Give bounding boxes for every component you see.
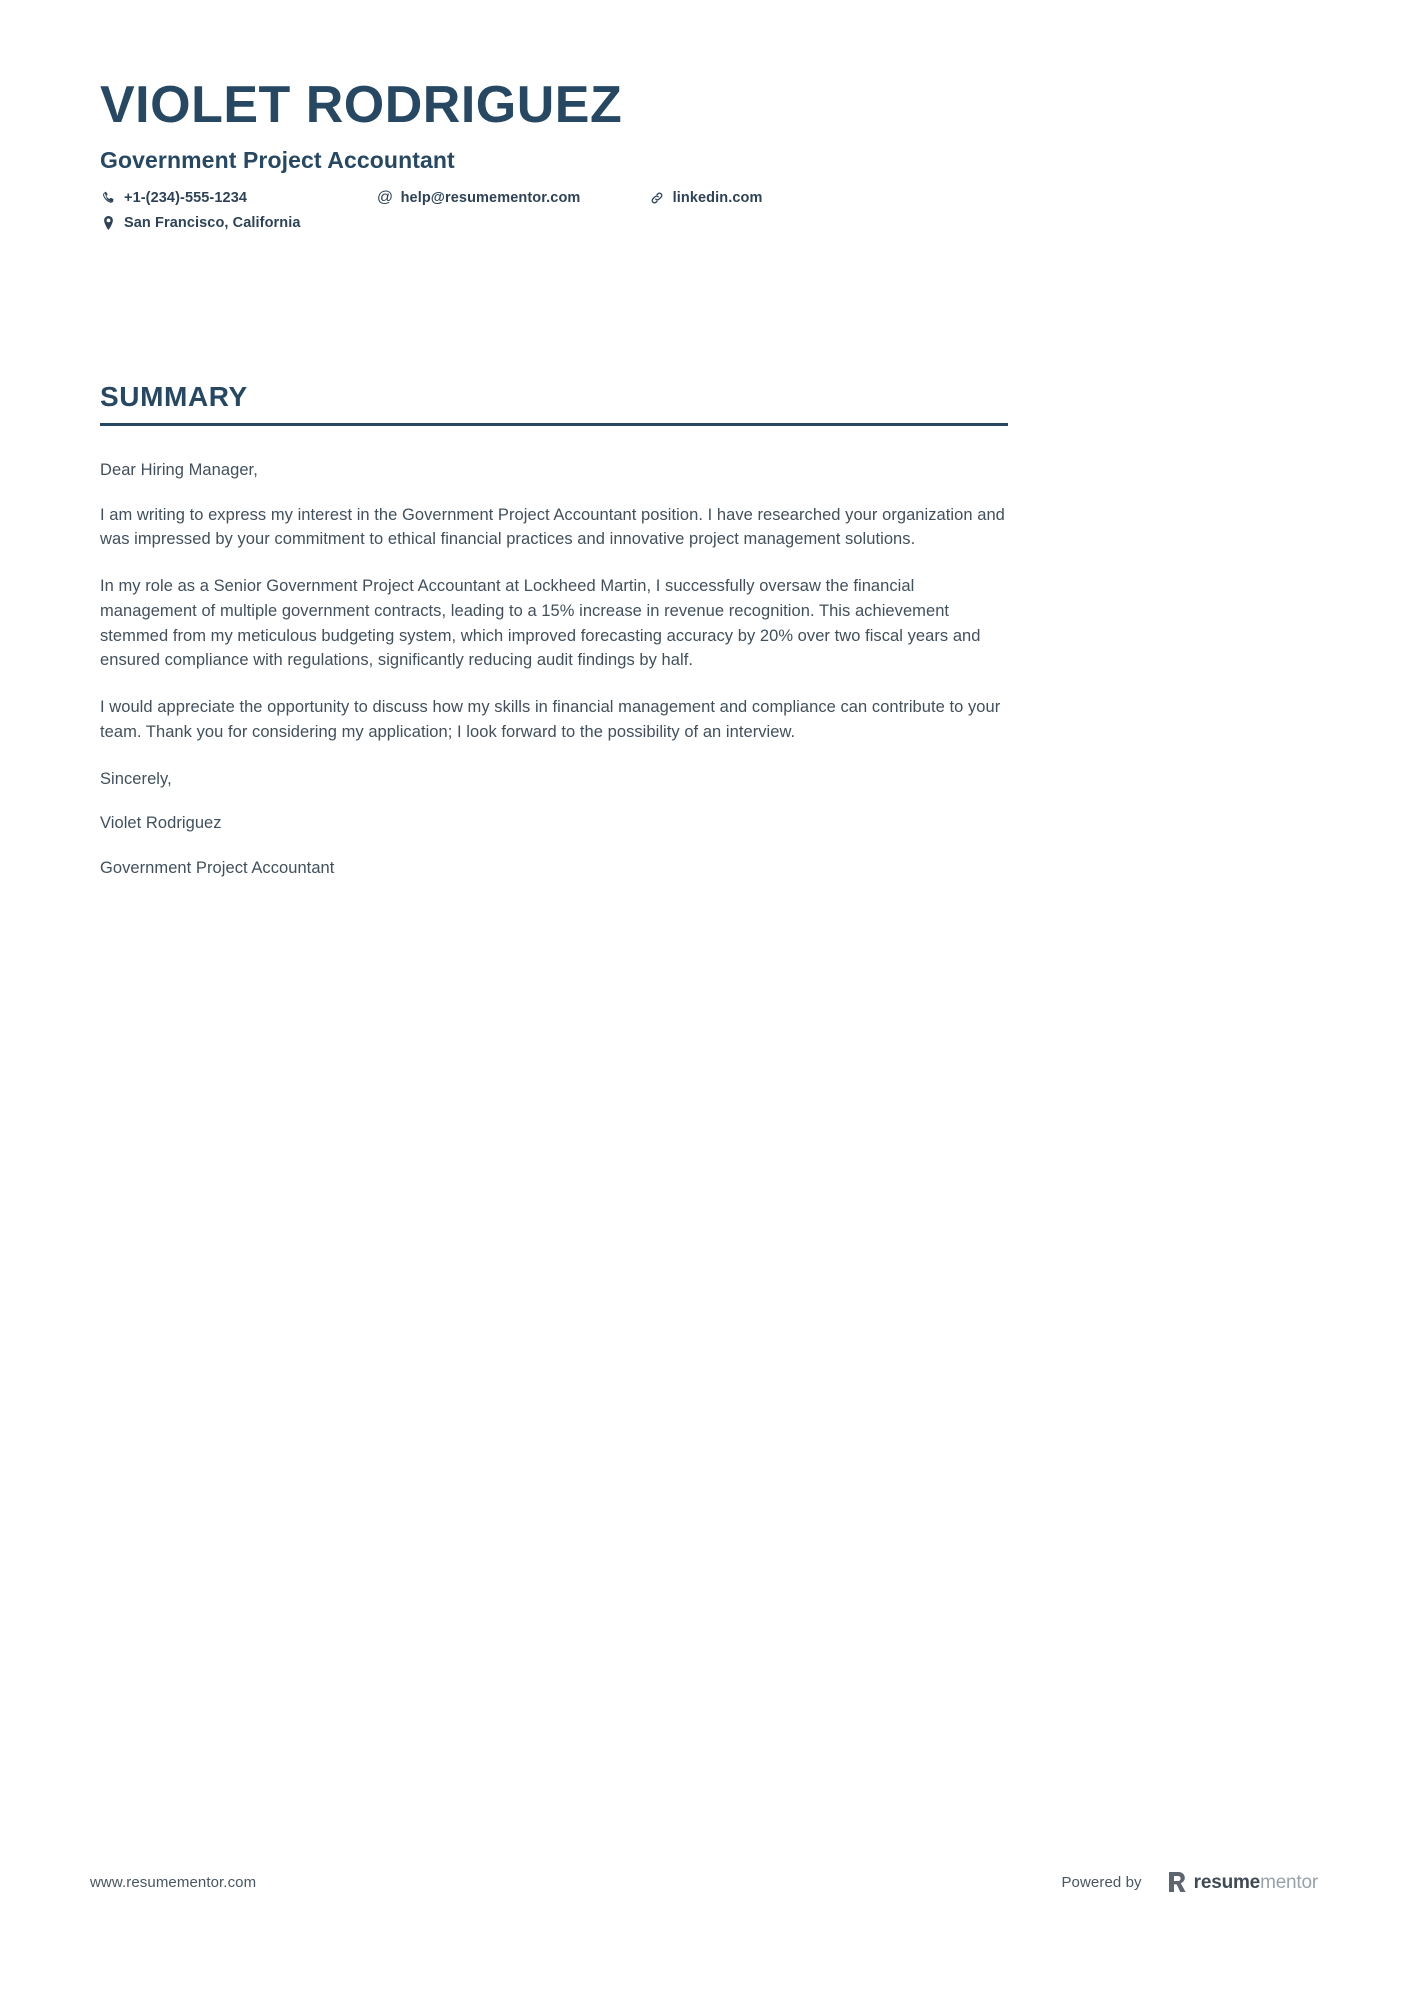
link-icon: [649, 191, 666, 205]
salutation: Dear Hiring Manager,: [100, 460, 258, 479]
contact-details: [100, 190, 830, 231]
resumementor-mark-icon: [1168, 1871, 1187, 1893]
contact-phone[interactable]: [100, 190, 377, 206]
contact-email-label: help@resumementor.com: [400, 189, 581, 206]
section-heading-summary: SUMMARY: [100, 381, 248, 412]
powered-by-label: Powered by: [1061, 1873, 1142, 1891]
paragraph-intro: I am writing to express my interest in the Government Project Accountant position. I have researched your organization and was impressed by your commitment to ethical financial practices and innovative project management solutions.: [100, 505, 1005, 549]
section-divider: [100, 423, 1008, 426]
phone-icon: [100, 191, 117, 204]
at-email-icon: @: [376, 188, 394, 206]
contact-linkedin-label: linkedin.com: [672, 189, 763, 206]
contact-location: [100, 215, 405, 231]
resumementor-logo[interactable]: [1168, 1871, 1318, 1893]
document-footer: [0, 1862, 1410, 1902]
footer-branding: [1061, 1871, 1318, 1893]
paragraph-experience: In my role as a Senior Government Project Accountant at Lockheed Martin, I successfully oversaw the financial management of multiple government contracts, leading to a 15% increase in revenue recognition. This achievement stemmed from my meticulous budgeting system, which improved forecasting accuracy by 20% over two fiscal years and ensured compliance with regulations, significantly reducing audit findings by half.: [100, 577, 981, 670]
contact-linkedin[interactable]: [649, 190, 830, 206]
signature-name: Violet Rodriguez: [100, 814, 222, 833]
job-title: Government Project Accountant: [100, 146, 455, 173]
signature-title: Government Project Accountant: [100, 859, 335, 878]
summary-body: [100, 458, 1008, 881]
signoff: Sincerely,: [100, 769, 172, 788]
contact-location-label: San Francisco, California: [124, 214, 301, 231]
logo-text-primary: resume: [1193, 1871, 1261, 1893]
map-pin-icon: [100, 216, 117, 230]
contact-row-2: [100, 215, 830, 231]
logo-text-secondary: mentor: [1260, 1871, 1318, 1893]
document-header: [100, 78, 1010, 231]
summary-section: [100, 382, 1008, 881]
page-title: VIOLET RODRIGUEZ: [100, 76, 623, 134]
contact-row-1: [100, 190, 830, 206]
contact-email[interactable]: [377, 190, 649, 206]
paragraph-closing: I would appreciate the opportunity to discuss how my skills in financial management and compliance can contribute to your team. Thank you for considering my application; I look forward to the possibility of an interview.: [100, 698, 1001, 741]
contact-phone-label: +1-(234)-555-1234: [124, 189, 248, 206]
footer-website-url[interactable]: www.resumementor.com: [90, 1873, 257, 1891]
